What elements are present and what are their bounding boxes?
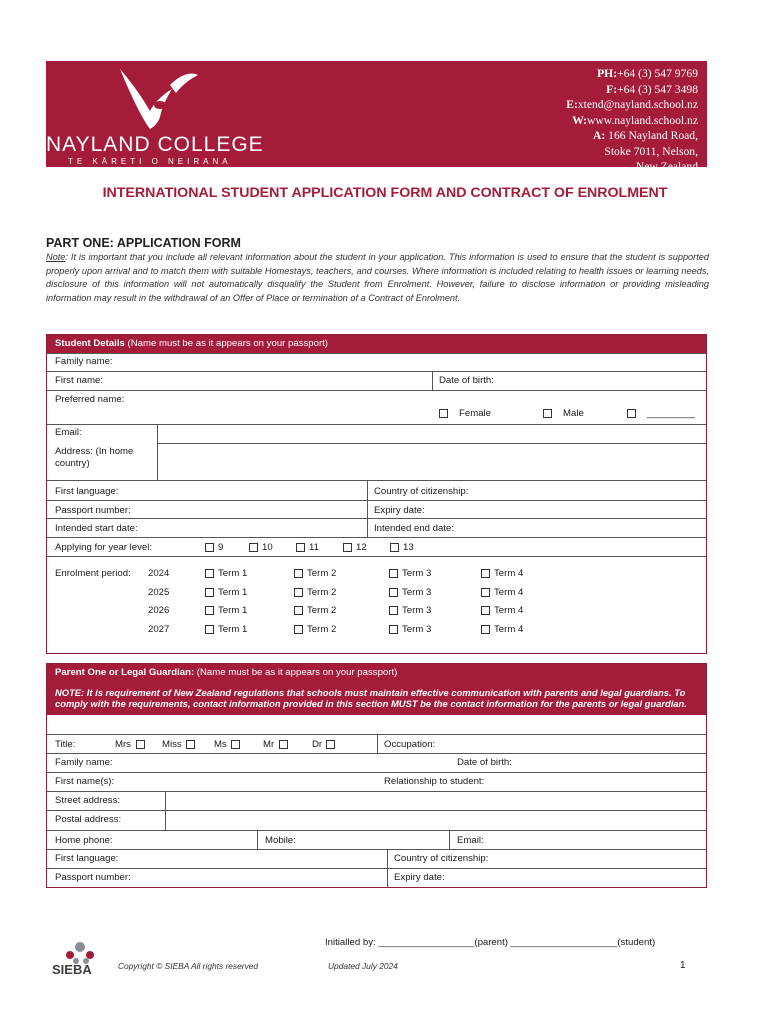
contact-email: E:xtend@nayland.school.nz	[566, 98, 698, 111]
gender-male-label: Male	[563, 408, 584, 419]
title-mrs-label: Mrs	[115, 739, 131, 750]
contact-web: W:www.nayland.school.nz	[572, 113, 698, 127]
contact-address: A: 166 Nayland Road,	[593, 129, 698, 142]
sieba-logo-text: SIEBA	[52, 962, 92, 977]
copyright-text: Copyright © SIEBA All rights reserved	[118, 961, 259, 971]
contact-fax: F:+64 (3) 547 3498	[606, 82, 698, 96]
title-mr-label: Mr	[263, 739, 275, 750]
term-checkbox[interactable]	[294, 625, 303, 634]
year-10-label: 10	[262, 542, 273, 553]
term-checkbox[interactable]	[294, 569, 303, 578]
year-12-checkbox[interactable]	[343, 543, 352, 552]
term-checkbox[interactable]	[389, 569, 398, 578]
parent-section	[46, 663, 707, 888]
year-11-checkbox[interactable]	[296, 543, 305, 552]
gender-male-checkbox[interactable]	[543, 409, 552, 418]
term-label: Term 3	[402, 587, 432, 598]
term-label: Term 2	[307, 568, 337, 579]
title-ms-label: Ms	[214, 739, 227, 750]
year-13-label: 13	[403, 542, 414, 553]
term-label: Term 4	[494, 587, 524, 598]
part-title: PART ONE: APPLICATION FORM	[46, 236, 241, 250]
term-checkbox[interactable]	[294, 588, 303, 597]
term-checkbox[interactable]	[205, 569, 214, 578]
enrolment-year-2027: 2027	[148, 624, 170, 635]
gender-female-checkbox[interactable]	[439, 409, 448, 418]
term-label: Term 1	[218, 624, 248, 635]
year-11-label: 11	[309, 542, 319, 553]
year-level-label: Applying for year level:	[55, 542, 153, 553]
title-dr-label: Dr	[312, 739, 323, 750]
form-title: INTERNATIONAL STUDENT APPLICATION FORM AND CONTRACT OF ENROLMENT	[102, 185, 668, 201]
term-checkbox[interactable]	[389, 606, 398, 615]
term-checkbox[interactable]	[481, 569, 490, 578]
term-label: Term 1	[218, 605, 248, 616]
gender-other-label: _________	[647, 408, 696, 419]
parent-relationship-label: Relationship to student:	[384, 776, 485, 787]
page-number: 1	[680, 960, 686, 971]
parent-mobile-label: Mobile:	[265, 835, 296, 846]
college-subtitle: TE KĀRETI O NEIRANA	[68, 157, 232, 166]
parent-home-phone-label: Home phone:	[55, 835, 113, 846]
student-section-header: Student Details (Name must be as it appears on your passport)	[47, 335, 706, 353]
term-checkbox[interactable]	[481, 606, 490, 615]
title-dr-checkbox[interactable]	[326, 740, 335, 749]
term-label: Term 2	[307, 624, 337, 635]
nayland-bird-logo-icon	[110, 65, 200, 135]
student-dob-label: Date of birth:	[439, 375, 494, 386]
term-label: Term 3	[402, 568, 432, 579]
student-first-name-label: First name:	[55, 375, 103, 386]
parent-expiry-label: Expiry date:	[394, 872, 445, 883]
enrolment-period-label: Enrolment period:	[55, 568, 131, 579]
student-preferred-name-label: Preferred name:	[55, 394, 125, 405]
parent-postal-label: Postal address:	[55, 814, 122, 825]
student-first-language-label: First language:	[55, 486, 119, 497]
term-label: Term 1	[218, 587, 248, 598]
term-checkbox[interactable]	[389, 625, 398, 634]
parent-section-header: Parent One or Legal Guardian: (Name must be as it appears on your passport)	[47, 664, 706, 683]
student-passport-label: Passport number:	[55, 505, 131, 516]
student-email-label: Email:	[55, 427, 82, 438]
enrolment-year-2026: 2026	[148, 605, 170, 616]
term-checkbox[interactable]	[294, 606, 303, 615]
term-label: Term 4	[494, 568, 524, 579]
term-label: Term 2	[307, 587, 337, 598]
term-label: Term 2	[307, 605, 337, 616]
year-12-label: 12	[356, 542, 367, 553]
parent-first-language-label: First language:	[55, 853, 119, 864]
initialled-by-line: Initialled by: __________________(parent) ____________________(student)	[325, 937, 656, 948]
parent-occupation-label: Occupation:	[384, 739, 436, 750]
parent-dob-label: Date of birth:	[457, 757, 512, 768]
parent-family-name-label: Family name:	[55, 757, 113, 768]
student-details-section	[46, 334, 707, 654]
contact-phone: PH:+64 (3) 547 9769	[597, 67, 698, 80]
title-miss-checkbox[interactable]	[186, 740, 195, 749]
parent-title-label: Title:	[55, 739, 76, 750]
contact-block	[566, 66, 698, 175]
updated-date: Updated July 2024	[328, 961, 398, 971]
year-13-checkbox[interactable]	[390, 543, 399, 552]
student-start-date-label: Intended start date:	[55, 523, 138, 534]
term-label: Term 4	[494, 624, 524, 635]
term-checkbox[interactable]	[481, 588, 490, 597]
student-family-name-label: Family name:	[55, 356, 113, 367]
term-checkbox[interactable]	[389, 588, 398, 597]
term-label: Term 3	[402, 605, 432, 616]
student-end-date-label: Intended end date:	[374, 523, 455, 534]
title-mrs-checkbox[interactable]	[136, 740, 145, 749]
term-checkbox[interactable]	[205, 588, 214, 597]
parent-first-names-label: First name(s):	[55, 776, 115, 787]
header-banner	[46, 61, 707, 173]
parent-notice: NOTE: It is requirement of New Zealand regulations that schools must maintain effective communication with parents and legal guardians. To comply with the requirements, contact information provided in this section MUST be the contact information for the parents or legal guardian.	[47, 683, 706, 715]
contact-address-2: Stoke 7011, Nelson,	[604, 144, 698, 158]
year-9-label: 9	[218, 542, 224, 553]
term-checkbox[interactable]	[205, 606, 214, 615]
title-ms-checkbox[interactable]	[231, 740, 240, 749]
student-country-label: Country of citizenship:	[374, 486, 469, 497]
college-name: NAYLAND COLLEGE	[46, 133, 264, 156]
note-label: Note	[46, 252, 66, 262]
parent-street-label: Street address:	[55, 795, 121, 806]
term-label: Term 3	[402, 624, 432, 635]
student-address-label: Address: (In home country)	[55, 446, 134, 469]
enrolment-year-2024: 2024	[148, 568, 170, 579]
contact-address-3: New Zealand	[635, 160, 698, 173]
term-checkbox[interactable]	[205, 625, 214, 634]
year-10-checkbox[interactable]	[249, 543, 258, 552]
title-miss-label: Miss	[162, 739, 182, 750]
gender-female-label: Female	[459, 408, 491, 419]
term-label: Term 1	[218, 568, 248, 579]
parent-passport-label: Passport number:	[55, 872, 131, 883]
term-label: Term 4	[494, 605, 524, 616]
parent-country-label: Country of citizenship:	[394, 853, 489, 864]
gender-other-checkbox[interactable]	[627, 409, 636, 418]
year-9-checkbox[interactable]	[205, 543, 214, 552]
enrolment-year-2025: 2025	[148, 587, 170, 598]
title-mr-checkbox[interactable]	[279, 740, 288, 749]
parent-email-label: Email:	[457, 835, 484, 846]
term-checkbox[interactable]	[481, 625, 490, 634]
note-text: : It is important that you include all relevant information about the student in your application. This information is used to ensure that the student is supported properly upon arrival and to match them with suitable Homestays, teachers, and courses. Where information is included relating to health issues or learning needs, disclosure of this information will not automatically disqualify the Student from Enrolment. However, failure to disclose information or providing misleading information may result in the withdrawal of an Offer of Place or termination of a Contract of Enrolment.	[46, 252, 709, 303]
student-expiry-label: Expiry date:	[374, 505, 425, 516]
note-paragraph	[46, 251, 709, 305]
